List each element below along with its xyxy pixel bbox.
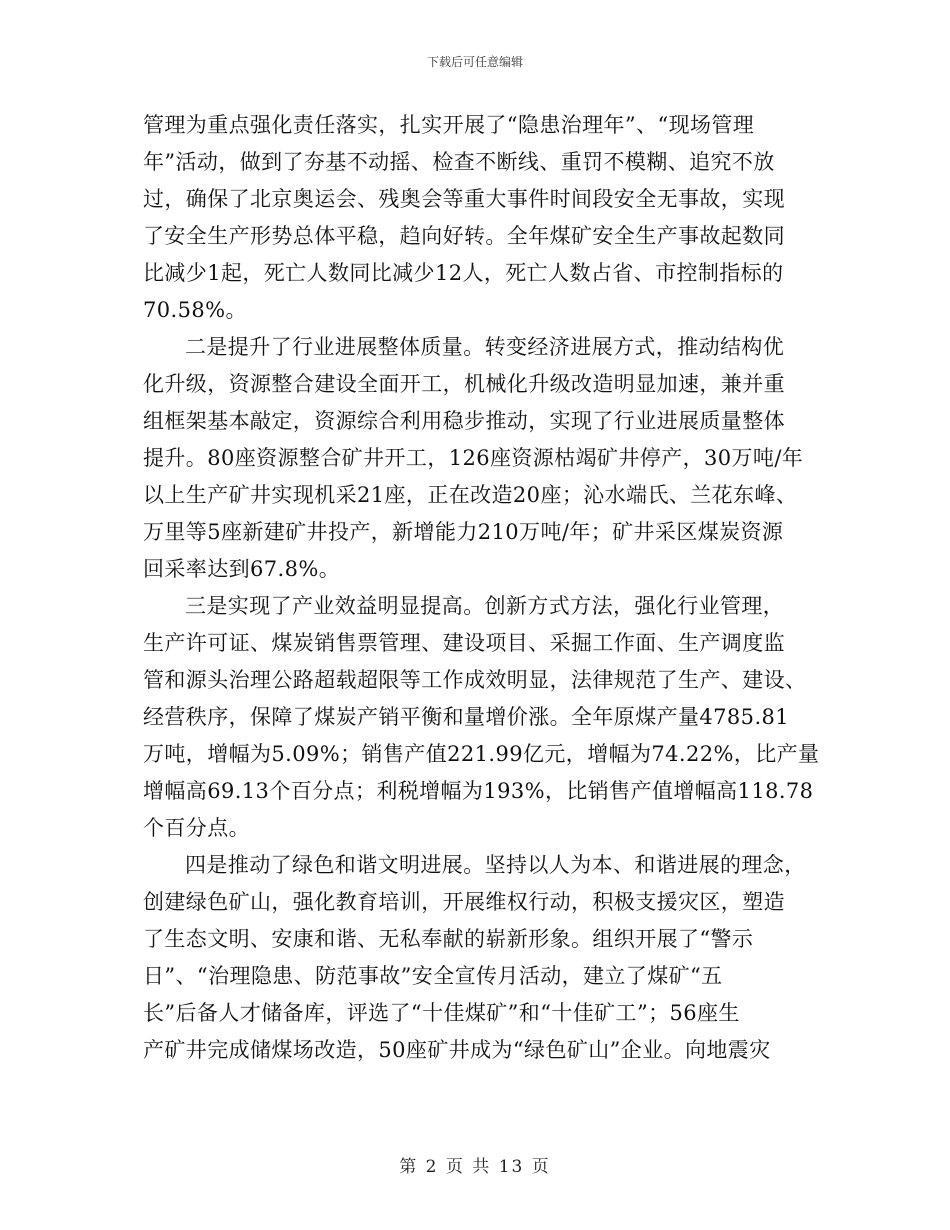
document-body (143, 107, 820, 1069)
text-line: 比减少1起，死亡人数同比减少12人，死亡人数占省、市控制指标的 (143, 261, 784, 285)
page-number-footer: 第 2 页 共 13 页 (399, 1157, 551, 1177)
text-line: 增幅高69.13个百分点；利税增幅为193%，比销售产值增幅高118.78 (143, 779, 814, 803)
text-line: 化升级，资源整合建设全面开工，机械化升级改造明显加速，兼并重 (143, 372, 785, 396)
text-line: 万吨，增幅为5.09%；销售产值221.99亿元，增幅为74.22%，比产量 (143, 742, 820, 766)
text-line: 过，确保了北京奥运会、残奥会等重大事件时间段安全无事故，实现 (143, 187, 785, 211)
text-line: 回采率达到67.8%。 (143, 557, 341, 581)
text-line: 产矿井完成储煤场改造，50座矿井成为“绿色矿山”企业。向地震灾 (143, 1038, 771, 1062)
paragraph-first-line: 四是推动了绿色和谐文明进展。坚持以人为本、和谐进展的理念， (185, 853, 806, 877)
text-line: 年”活动，做到了夯基不动摇、检查不断线、重罚不模糊、追究不放 (143, 150, 775, 174)
text-line: 了生态文明、安康和谐、无私奉献的崭新形象。组织开展了“警示 (143, 927, 754, 951)
paragraph-first-line: 二是提升了行业进展整体质量。转变经济进展方式，推动结构优 (185, 335, 785, 359)
text-line: 万里等5座新建矿井投产，新增能力210万吨/年；矿井采区煤炭资源 (143, 520, 784, 544)
paragraph-first-line: 三是实现了产业效益明显提高。创新方式方法，强化行业管理， (185, 594, 785, 618)
text-line: 日”、“治理隐患、防范事故”安全宣传月活动，建立了煤矿“五 (143, 964, 723, 988)
text-line: 管和源头治理公路超载超限等工作成效明显，法律规范了生产、建设、 (143, 668, 807, 692)
page-header-note: 下载后可任意编辑 (426, 55, 523, 69)
text-line: 经营秩序，保障了煤炭产销平衡和量增价涨。全年原煤产量4785.81 (143, 705, 790, 729)
text-line: 管理为重点强化责任落实，扎实开展了“隐患治理年”、“现场管理 (143, 113, 755, 137)
text-line: 组框架基本敲定，资源综合利用稳步推动，实现了行业进展质量整体 (143, 409, 785, 433)
text-line: 以上生产矿井实现机采21座，正在改造20座；沁水端氏、兰花东峰、 (143, 483, 798, 507)
text-line: 了安全生产形势总体平稳，趋向好转。全年煤矿安全生产事故起数同 (143, 224, 785, 248)
text-line: 长”后备人才储备库，评选了“十佳煤矿”和“十佳矿工”；56座生 (143, 1001, 740, 1025)
text-line: 个百分点。 (143, 816, 250, 840)
text-line: 生产许可证、煤炭销售票管理、建设项目、采掘工作面、生产调度监 (143, 631, 785, 655)
text-line: 提升。80座资源整合矿井开工，126座资源枯竭矿井停产，30万吨/年 (143, 446, 804, 470)
text-line: 创建绿色矿山，强化教育培训，开展维权行动，积极支援灾区，塑造 (143, 890, 785, 914)
text-line: 70.58%。 (143, 298, 247, 322)
